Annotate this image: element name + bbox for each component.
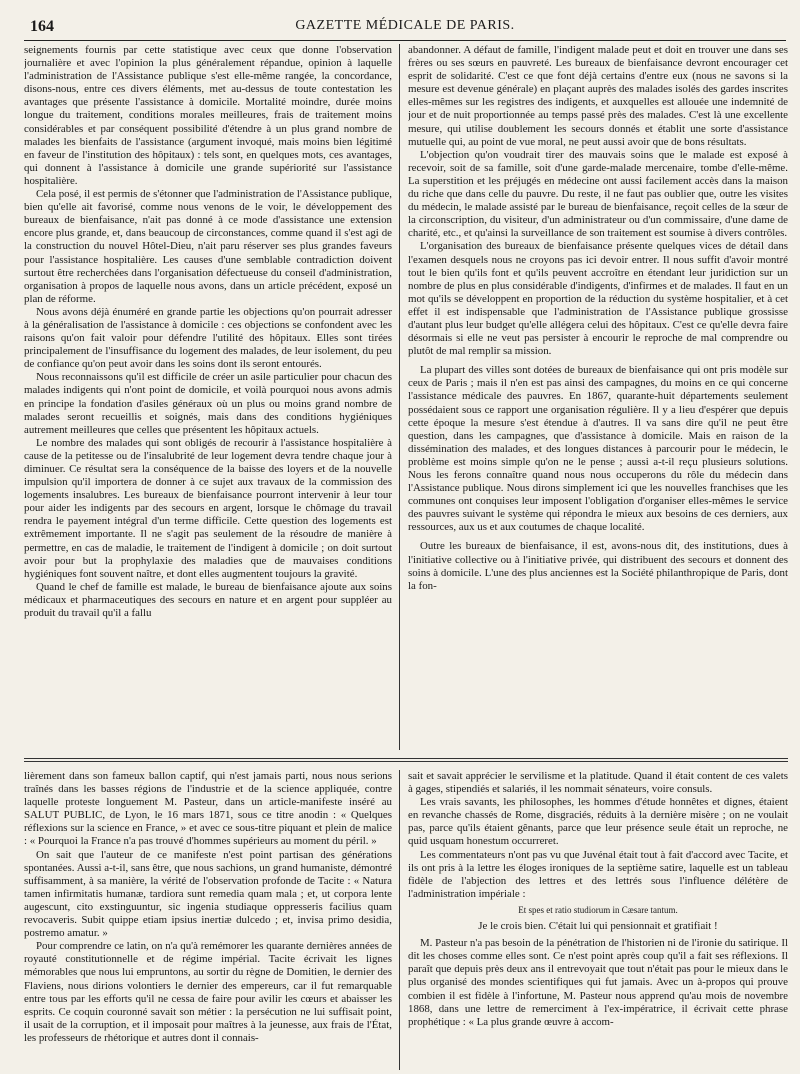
feuilleton-column-left xyxy=(24,770,392,1070)
paragraph: lièrement dans son fameux ballon captif, qui n'est jamais parti, nous nous serions traînés dans les basses régions de l'industrie et de la science appliquée, contre laquelle proteste longuement M. Pasteur, dans un article-manifeste inséré au SALUT PUBLIC, de Lyon, le 16 mars 1871, sous ce titre anodin : « Quelques réflexions sur la science en France, » et avec ce sous-titre piquant et plein de malice : « Pourquoi la France n'a pas trouvé d'hommes supérieurs au moment du péril. » xyxy=(24,770,392,848)
article-column-right xyxy=(408,44,788,750)
paragraph: seignements fournis par cette statistique avec ceux que donne l'observation journalière et avec l'opinion la plus généralement répandue, opinion à laquelle l'administration de l'Assistance publique s'est elle-même rangée, la concordance, disons-nous, entre ces divers éléments, met au-dessus de toute contestation les avantages que présente l'assistance à domicile. Mortalité moindre, durée moins longue du traitement, conditions morales meilleures, frais de traitement moins considérables et par conséquent possibilité d'étendre à un plus grand nombre de malades les bienfaits de l'assistance (argument invoqué, mais moins bien légitimé en faveur de l'institution des hôpitaux) : tels sont, en quelques mots, ces avantages, qui donnent à l'assistance à domicile une grande supériorité sur l'assistance hospitalière. xyxy=(24,44,392,187)
paragraph: M. Pasteur n'a pas besoin de la pénétration de l'historien ni de l'ironie du satirique. Il dit les choses comme elles sont. Ce n'est point après coup qu'il a fait ses réflexions. Il paraît que depuis près deux ans il entrevoyait que tout n'était pas pour le mieux dans le plus organisé des mondes scientifiques qui fut jamais. Avec un à-propos qui prouve combien il est fidèle à l'infortune, M. Pasteur nous apprend qu'au mois de novembre 1868, dans une lettre de remerciment à l'ex-impératrice, il écrivait cette phrase prophétique : « La plus grande œuvre à accom- xyxy=(408,937,788,1028)
paragraph: Les commentateurs n'ont pas vu que Juvénal était tout à fait d'accord avec Tacite, et ils ont pris à la lettre les éloges ironiques de la septième satire, laquelle est un tableau fidèle de l'abjection des lettres et des lettrés sous l'influence délétère de l'administration impériale : xyxy=(408,848,788,900)
article-column-left xyxy=(24,44,392,750)
column-divider xyxy=(399,770,400,1070)
paragraph: Les vrais savants, les philosophes, les hommes d'étude honnêtes et dignes, étaient en revanche chassés de Rome, disgraciés, réduits à la dernière misère ; on ne voulait pas, parce qu'ils étaient gênants, parce que leur présence seule était un reproche, ne quid usquam honestum occurreret. xyxy=(408,796,788,848)
paragraph: abandonner. A défaut de famille, l'indigent malade peut et doit en trouver une dans ses frères ou ses sœurs en pauvreté. Les bureaux de bienfaisance devront encourager cet esprit de solidarité. C'est ce que font déjà certains d'entre eux (nous ne savons si la mesure est devenue générale) en plaçant auprès des malades isolés des gardes inscrites elles-mêmes sur les registres des indigents, et auxquelles est allouée une indemnité de jour et de nuit proportionnée au temps passé près des malades. C'est là une excellente mesure, qui utilise doublement les secours donnés et établit une sorte d'assistance mutuelle qui, au point de vue moral, ne peut aussi avoir que de bons résultats. xyxy=(408,44,788,148)
page-header xyxy=(24,14,786,41)
paragraph: Pour comprendre ce latin, on n'a qu'à remémorer les quarante dernières années de royauté constitutionnelle et de régime impérial. Tacite écrivait les lignes mémorables que nous lui empruntons, au sortir du règne de Domitien, le dernier des Flaviens, nous dirions volontiers le dernier des empereurs, car il fut remarquable entre tous par les efforts qu'il ne cessa de faire pour avilir les cœurs et abaisser les esprits. Ce coquin couronné savait son métier : la persécution ne lui suffisait point, il usait de la corruption, et il imposait pour maîtres à la jeunesse, aux frais de l'État, les professeurs de rhétorique et autres dont il connais- xyxy=(24,940,392,1044)
page-number: 164 xyxy=(30,18,54,35)
paragraph: Cela posé, il est permis de s'étonner que l'administration de l'Assistance publique, bien qu'elle ait favorisé, comme nous venons de le voir, le développement des bureaux de bienfaisance, n'ait pas donné à ce mode d'assistance une extension encore plus grande, et, dans beaucoup de circonstances, comme quand il s'est agi de la construction du nouvel Hôtel-Dieu, n'ait paru réserver ses plus grandes faveurs pour l'assistance hospitalière. Les causes d'une semblable contradiction doivent surtout être recherchées dans l'organisation défectueuse du conseil d'administration, organisation à propos de laquelle nous avons, dans un article précédent, exposé un plan de réforme. xyxy=(24,188,392,305)
latin-quotation: Et spes et ratio studiorum in Cæsare tantum. xyxy=(518,904,678,915)
paragraph: On sait que l'auteur de ce manifeste n'est point partisan des générations spontanées. Aussi a-t-il, sans être, que nous sachions, un grand humaniste, démontré suffisamment, à sa manière, la vérité de l'observation profonde de Tacite : « Natura tamen infirmitatis humanæ, tardiora sunt remedia quam mala ; et, ut corpora lente augescunt, cito exstinguuntur, sic ingenia studiaque oppresseris facilius quam revocaveris. Subit quippe etiam ipsius inertiæ dulcedo ; et, invisa primo desidia, postremo amatur. » xyxy=(24,848,392,940)
centered-remark: Je le crois bien. C'était lui qui pensionnait et gratifiait ! xyxy=(478,920,718,933)
paragraph: L'objection qu'on voudrait tirer des mauvais soins que le malade est exposé à recevoir, soit de sa famille, soit d'une garde-malade mercenaire, tombe d'elle-même. La superstition et les préjugés en médecine ont aussi facilement accès dans la maison du riche que dans celle du pauvre. Du reste, il ne faut pas oublier que, outre les visites du médecin, le malade assisté par le bureau de bienfaisance, reçoit celles de la sœur de la circonscription, du visiteur, d'un administrateur ou d'un commissaire, d'une dame de charité, etc., et qu'ainsi la surveillance de son traitement est soumise à divers contrôles. xyxy=(408,148,788,240)
paragraph: Nous reconnaissons qu'il est difficile de créer un asile particulier pour chacun des malades indigents qui n'ont point de domicile, et voilà pourquoi nous avons admis en principe la fondation d'asiles généraux où un plus ou moins grand nombre de malades seront recueillis et soignés, mais dans des conditions hygiéniques autrement meilleures que celles que présentent les hôpitaux actuels. xyxy=(24,371,392,436)
section-divider xyxy=(24,758,788,762)
paragraph: Le nombre des malades qui sont obligés de recourir à l'assistance hospitalière à cause de la petitesse ou de l'insalubrité de leur logement devra tendre chaque jour à diminuer. Ce résultat sera la conséquence de la baisse des loyers et de la nouvelle impulsion qu'il importera de donner à ce sujet aux travaux de la commission des logements insalubres. Les bureaux de bienfaisance pourront intervenir à leur tour pour aider les indigents par des secours en argent, lorsque le chômage du travail rendra le payement intégral d'un terme difficile. Cette question des logements est extrêmement importante. Il ne s'agit pas seulement de la résoudre de manière à permettre, en cas de maladie, le traitement de l'indigent à domicile ; on doit surtout avoir pour but la prophylaxie des maladies que de mauvaises conditions hygiéniques font souvent naître, et dont elles augmentent toujours la gravité. xyxy=(24,436,392,580)
running-title: GAZETTE MÉDICALE DE PARIS. xyxy=(295,18,515,33)
paragraph: Quand le chef de famille est malade, le bureau de bienfaisance ajoute aux soins médicaux et pharmaceutiques des secours en nature et en argent pour suppléer au produit du travail qu'il a fallu xyxy=(24,580,392,620)
paragraph: L'organisation des bureaux de bienfaisance présente quelques vices de détail dans l'examen desquels nous ne croyons pas ici devoir entrer. Il nous suffit d'avoir montré tout le bien qu'ils font et qu'ils peuvent accroître en étendant leur juridiction sur un nombre de plus en plus considérable d'indigents, d'infirmes et de malades. Il faut en un mot qu'ils se développent en proportion de la réduction du système hospitalier, et à cet effet il est indispensable que l'administration de l'Assistance publique grossisse d'autant plus leur budget qu'elle allégera celui des hôpitaux. C'est ce qu'elle devra faire désormais si elle ne veut pas persister à encourir le reproche de mal comprendre ou plutôt de mal remplir sa mission. xyxy=(408,240,788,358)
column-divider xyxy=(399,44,400,750)
paragraph: La plupart des villes sont dotées de bureaux de bienfaisance qui ont pris modèle sur ceux de Paris ; mais il n'en est pas ainsi des campagnes, du moins en ce qui concerne l'assistance médicale des pauvres. En 1867, quarante-huit départements seulement possédaient sous ce rapport une organisation régulière. Il y a lieu d'espérer que depuis cette époque la mesure s'est étendue à d'autres. Il va sans dire qu'il ne peut être question, dans les campagnes, que d'assistance à domicile. Mais en raison de la dissémination des malades, et des longues distances à parcourir pour le médecin, le problème est moins simple qu'on ne le pense ; aussi a-t-il reçu plusieurs solutions. Nous les ferons connaître quand nous nous occuperons du rôle du médecin dans l'Assistance publique. Nous dirons simplement ici que les nouvelles franchises que les communes ont conquises leur imposent l'obligation d'organiser elles-mêmes le service des pauvres suivant le système qui répondra le mieux aux besoins de ces derniers, aux ressources, aux us et aux coutumes de chaque localité. xyxy=(408,364,788,534)
feuilleton-column-right xyxy=(408,770,788,1070)
paragraph: Outre les bureaux de bienfaisance, il est, avons-nous dit, des institutions, dues à l'initiative collective ou à l'initiative privée, qui distribuent des secours et donnent des soins à domicile. L'une des plus anciennes est la Société philanthropique de Paris, dont la fon- xyxy=(408,540,788,592)
paragraph: Nous avons déjà énuméré en grande partie les objections qu'on pourrait adresser à la généralisation de l'assistance à domicile : ces objections se confondent avec les raisons qu'on fait valoir pour défendre l'utilité des hôpitaux. Elles sont tirées principalement de l'insuffisance du logement des malades, de leur isolement, du peu de confiance qu'on peut avoir dans les soins dont ils seront entourés. xyxy=(24,305,392,371)
paragraph: sait et savait apprécier le servilisme et la platitude. Quand il était content de ces valets à gages, stipendiés et salariés, il les nommait sénateurs, voire consuls. xyxy=(408,770,788,796)
